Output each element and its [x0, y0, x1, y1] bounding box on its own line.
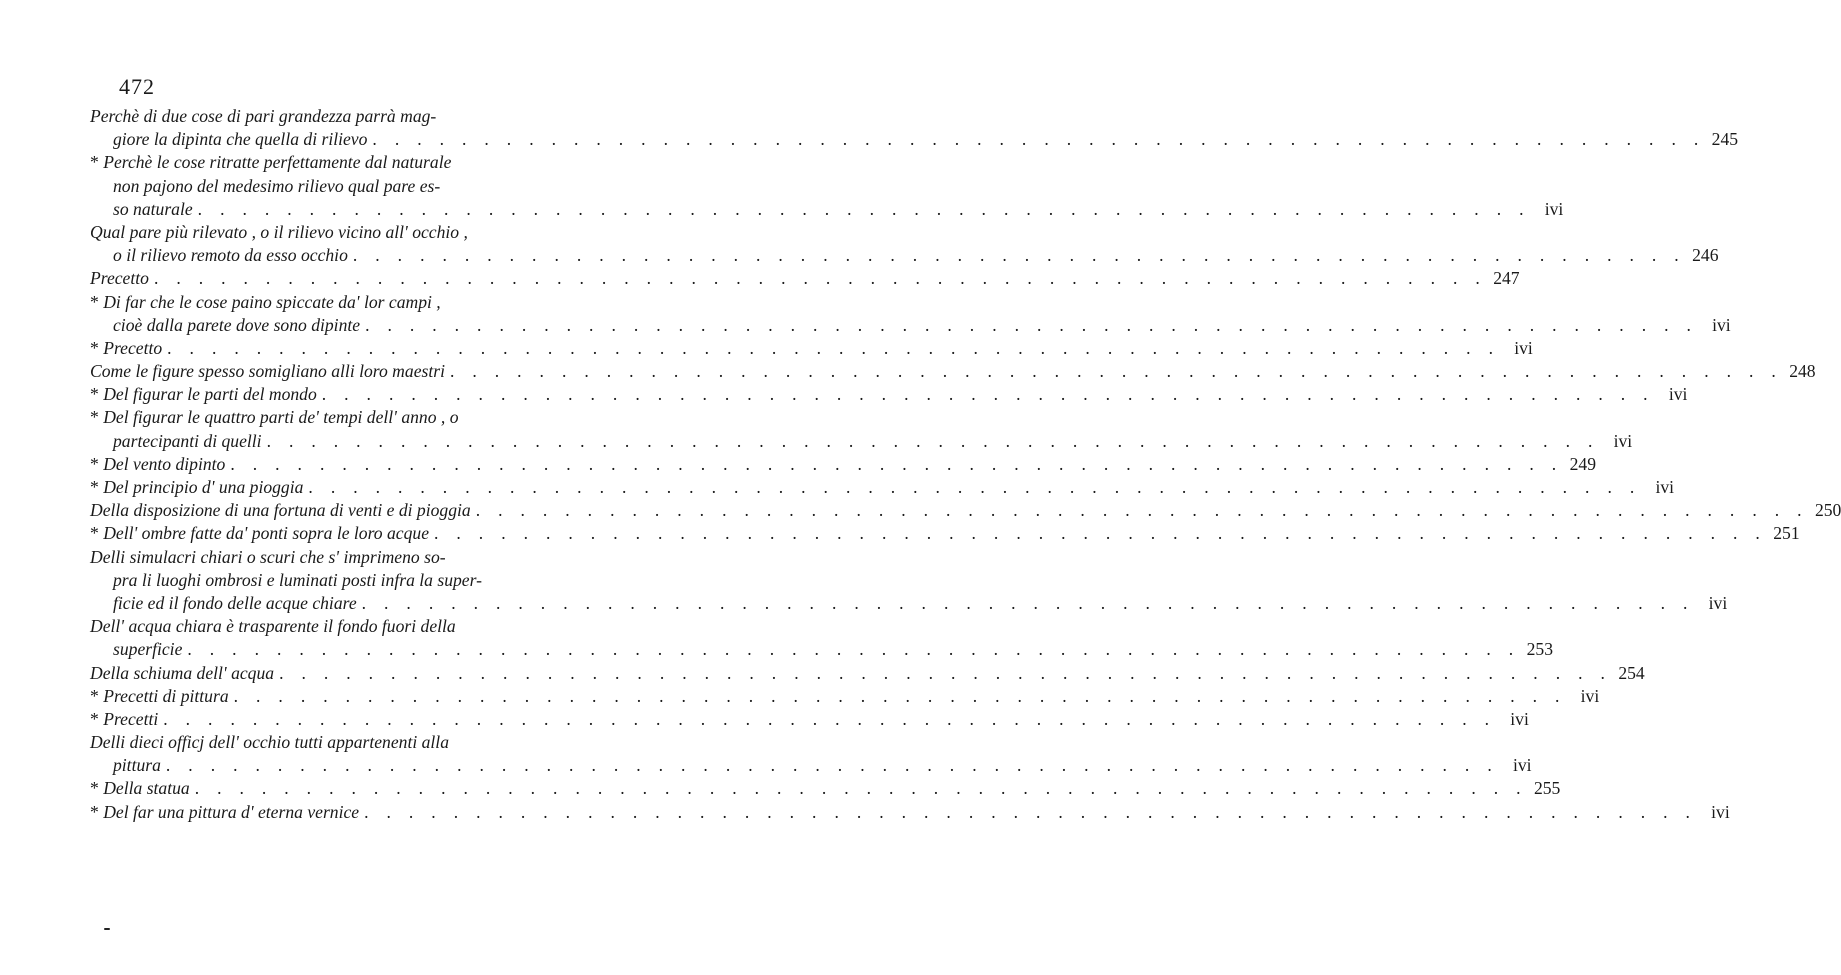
dot-leader: . . . . . . . . . . . . . . . . . . . . . . . . . . . . . . . . . . . . . . . . . . . . . . . . . . . . . . . . . . . .	[233, 685, 1567, 706]
toc-entry-text	[90, 685, 229, 708]
toc-entry-text	[90, 662, 274, 685]
dot-leader: . . . . . . . . . . . . . . . . . . . . . . . . . . . . . . . . . . . . . . . . . . . . . . . . . . . . . . . . . . . .	[449, 361, 1783, 382]
toc-entry	[90, 546, 1728, 616]
asterisk-mark: *	[90, 453, 104, 474]
toc-title-text: Qual pare più rilevato , o il rilievo vicino all' occhio ,	[90, 221, 468, 242]
toc-title-text: Dell' ombre fatte da' ponti sopra le loro acque	[103, 523, 430, 544]
dot-leader: . . . . . . . . . . . . . . . . . . . . . . . . . . . . . . . . . . . . . . . . . . . . . . . . . . . . . . . . . . . .	[197, 198, 1531, 219]
toc-title-text: Delli simulacri chiari o scuri che s' imprimeno so-	[90, 546, 446, 567]
page-reference: 253	[1526, 639, 1554, 660]
toc-entry-text	[113, 176, 440, 196]
toc-title-text: Della disposizione di una fortuna di venti e di pioggia	[90, 500, 471, 521]
toc-title-text: Del vento dipinto	[103, 453, 226, 474]
toc-entry-line	[90, 314, 1731, 337]
page-reference: ivi	[1613, 430, 1633, 451]
toc-entry-line	[90, 708, 1529, 731]
toc-entry-text	[113, 198, 193, 221]
dot-leader: . . . . . . . . . . . . . . . . . . . . . . . . . . . . . . . . . . . . . . . . . . . . . . . . . . . . . . . . . . . .	[279, 662, 1612, 683]
dot-leader: . . . . . . . . . . . . . . . . . . . . . . . . . . . . . . . . . . . . . . . . . . . . . . . . . . . . . . . . . . . .	[352, 245, 1686, 266]
toc-entry	[90, 522, 1800, 545]
toc-entry-line	[90, 221, 558, 244]
toc-entry-line	[90, 569, 558, 592]
toc-entry-text	[90, 777, 190, 800]
page-number: 472	[119, 74, 155, 99]
dot-leader: . . . . . . . . . . . . . . . . . . . . . . . . . . . . . . . . . . . . . . . . . . . . . . . . . . . . . . . . . . . .	[434, 523, 1767, 544]
page-reference: 249	[1569, 453, 1596, 474]
dot-leader: . . . . . . . . . . . . . . . . . . . . . . . . . . . . . . . . . . . . . . . . . . . . . . . . . . . . . . . . . . . .	[475, 500, 1809, 521]
toc-entry	[90, 685, 1600, 708]
toc-entry-line	[90, 291, 558, 314]
toc-entry-line	[90, 662, 1645, 685]
toc-entry	[90, 267, 1520, 290]
toc-entry-line	[90, 175, 558, 198]
toc-entry-text	[90, 522, 429, 545]
dot-leader: . . . . . . . . . . . . . . . . . . . . . . . . . . . . . . . . . . . . . . . . . . . . . . . . . . . . . . . . . . . .	[364, 801, 1697, 822]
asterisk-mark: *	[90, 685, 104, 706]
toc-entry-line	[90, 546, 558, 569]
ink-speck	[104, 928, 110, 930]
toc-entry-line	[90, 754, 1532, 777]
toc-entry-line	[90, 731, 558, 754]
toc-title-text: superficie	[113, 639, 183, 660]
toc-entry	[90, 731, 1532, 777]
dot-leader: . . . . . . . . . . . . . . . . . . . . . . . . . . . . . . . . . . . . . . . . . . . . . . . . . . . . . . . . . . . .	[361, 592, 1695, 613]
toc-entry-text	[113, 128, 367, 151]
asterisk-mark: *	[90, 291, 104, 312]
toc-entry	[90, 337, 1533, 360]
toc-entry-line	[90, 499, 1841, 522]
toc-entry-text	[113, 638, 182, 661]
toc-entry-line	[90, 801, 1730, 824]
page-reference: 247	[1493, 268, 1520, 289]
toc-entry-line	[90, 244, 1719, 267]
toc-entry-text	[90, 337, 162, 360]
dot-leader: . . . . . . . . . . . . . . . . . . . . . . . . . . . . . . . . . . . . . . . . . . . . . . . . . . . . . . . . . . . .	[153, 268, 1487, 289]
toc-entry-text	[113, 592, 357, 615]
toc-entry-text	[90, 383, 317, 406]
toc-entry-line	[90, 406, 558, 429]
toc-entry-line	[90, 383, 1688, 406]
toc-entry-line	[90, 638, 1554, 661]
toc-entry-line	[90, 198, 1564, 221]
asterisk-mark: *	[90, 407, 104, 428]
asterisk-mark: *	[90, 778, 104, 799]
toc-entry-text	[113, 570, 482, 590]
dot-leader: . . . . . . . . . . . . . . . . . . . . . . . . . . . . . . . . . . . . . . . . . . . . . . . . . . . . . . . . . . . .	[266, 430, 1600, 451]
toc-title-text: Precetti di pittura	[103, 685, 229, 706]
toc-entry	[90, 383, 1688, 406]
toc-entry-text	[90, 222, 468, 242]
toc-entry	[90, 453, 1596, 476]
toc-entry	[90, 801, 1730, 824]
toc-title-text: Della schiuma dell' acqua	[90, 662, 275, 683]
toc-title-text: Dell' acqua chiara è trasparente il fondo fuori della	[90, 616, 456, 637]
asterisk-mark: *	[90, 523, 104, 544]
page-reference: 255	[1533, 778, 1561, 799]
page-reference: 251	[1773, 523, 1800, 544]
table-of-contents	[90, 105, 1841, 824]
toc-title-text: Perchè le cose ritratte perfettamente dal naturale	[103, 152, 452, 173]
toc-entry-line	[90, 360, 1816, 383]
toc-entry	[90, 777, 1561, 800]
toc-entry	[90, 105, 1739, 151]
toc-entry	[90, 615, 1554, 661]
toc-title-text: so naturale	[113, 198, 193, 219]
asterisk-mark: *	[90, 801, 104, 822]
toc-entry-line	[90, 453, 1596, 476]
toc-title-text: pra li luoghi ombrosi e luminati posti infra la super-	[113, 569, 482, 590]
page-reference: ivi	[1712, 314, 1731, 335]
toc-entry-line	[90, 522, 1800, 545]
toc-entry-text	[113, 244, 348, 267]
toc-title-text: Di far che le cose paino spiccate da' lor campi ,	[103, 291, 441, 312]
toc-entry	[90, 221, 1719, 267]
asterisk-mark: *	[90, 384, 104, 405]
toc-entry-text	[90, 407, 459, 427]
toc-entry-line	[90, 337, 1533, 360]
page-reference: ivi	[1708, 592, 1728, 613]
toc-title-text: giore la dipinta che quella di rilievo	[113, 129, 368, 150]
dot-leader: . . . . . . . . . . . . . . . . . . . . . . . . . . . . . . . . . . . . . . . . . . . . . . . . . . . . . . . . . . . .	[167, 337, 1500, 358]
toc-title-text: partecipanti di quelli	[113, 430, 262, 451]
toc-entry-text	[90, 476, 303, 499]
toc-title-text: Delli dieci officj dell' occhio tutti appartenenti alla	[90, 732, 449, 753]
asterisk-mark: *	[90, 708, 104, 729]
toc-title-text: Precetto	[90, 268, 149, 289]
toc-title-text: Precetti	[103, 708, 159, 729]
toc-entry	[90, 360, 1816, 383]
dot-leader: . . . . . . . . . . . . . . . . . . . . . . . . . . . . . . . . . . . . . . . . . . . . . . . . . . . . . . . . . . . .	[372, 129, 1706, 150]
page-reference: 254	[1618, 662, 1645, 683]
toc-entry-line	[90, 128, 1739, 151]
toc-entry-text	[90, 292, 441, 312]
dot-leader: . . . . . . . . . . . . . . . . . . . . . . . . . . . . . . . . . . . . . . . . . . . . . . . . . . . . . . . . . . . .	[194, 778, 1528, 799]
page-reference: ivi	[1580, 685, 1600, 706]
toc-title-text: cioè dalla parete dove sono dipinte	[113, 314, 361, 335]
page-reference: ivi	[1514, 337, 1533, 358]
toc-entry-line	[90, 592, 1728, 615]
toc-title-text: Del figurar le quattro parti de' tempi dell' anno , o	[103, 407, 459, 428]
toc-title-text: Come le figure spesso somigliano alli loro maestri	[90, 361, 445, 382]
toc-entry	[90, 291, 1731, 337]
toc-entry-text	[90, 267, 149, 290]
page-reference: ivi	[1544, 198, 1564, 219]
page-reference: ivi	[1711, 801, 1730, 822]
toc-title-text: Perchè di due cose di pari grandezza parrà mag-	[90, 106, 437, 126]
toc-entry-line	[90, 777, 1561, 800]
toc-entry-text	[90, 708, 158, 731]
page-reference: 246	[1692, 245, 1719, 266]
toc-entry	[90, 662, 1645, 685]
toc-entry-line	[90, 685, 1600, 708]
dot-leader: . . . . . . . . . . . . . . . . . . . . . . . . . . . . . . . . . . . . . . . . . . . . . . . . . . . . . . . . . . . .	[365, 314, 1698, 335]
toc-entry-text	[90, 616, 456, 636]
toc-entry-text	[90, 453, 225, 476]
dot-leader: . . . . . . . . . . . . . . . . . . . . . . . . . . . . . . . . . . . . . . . . . . . . . . . . . . . . . . . . . . . .	[230, 453, 1563, 474]
page-reference: 250	[1814, 500, 1841, 521]
asterisk-mark: *	[90, 337, 104, 358]
toc-entry-line	[90, 476, 1675, 499]
toc-title-text: non pajono del medesimo rilievo qual pare es-	[113, 175, 441, 196]
toc-title-text: o il rilievo remoto da esso occhio	[113, 245, 348, 266]
toc-title-text: Del figurar le parti del mondo	[103, 384, 317, 405]
toc-entry-text	[113, 314, 360, 337]
dot-leader: . . . . . . . . . . . . . . . . . . . . . . . . . . . . . . . . . . . . . . . . . . . . . . . . . . . . . . . . . . . .	[163, 708, 1496, 729]
dot-leader: . . . . . . . . . . . . . . . . . . . . . . . . . . . . . . . . . . . . . . . . . . . . . . . . . . . . . . . . . . . .	[308, 477, 1642, 497]
toc-entry-line	[90, 615, 558, 638]
dot-leader: . . . . . . . . . . . . . . . . . . . . . . . . . . . . . . . . . . . . . . . . . . . . . . . . . . . . . . . . . . . .	[321, 384, 1655, 405]
toc-entry	[90, 708, 1529, 731]
toc-title-text: pittura	[113, 755, 161, 776]
toc-entry-text	[113, 754, 161, 777]
toc-entry-line	[90, 105, 558, 128]
toc-title-text: Precetto	[103, 337, 163, 358]
toc-title-text: Del principio d' una pioggia	[103, 477, 304, 497]
toc-entry-line	[90, 151, 558, 174]
toc-entry	[90, 406, 1633, 452]
toc-entry-text	[90, 499, 471, 522]
toc-title-text: Del far una pittura d' eterna vernice	[103, 801, 360, 822]
toc-title-text: ficie ed il fondo delle acque chiare	[113, 592, 357, 613]
asterisk-mark: *	[90, 477, 104, 497]
toc-entry	[90, 499, 1841, 522]
toc-entry-line	[90, 267, 1520, 290]
toc-entry-line	[90, 430, 1633, 453]
toc-entry-text	[90, 801, 359, 824]
page-reference: ivi	[1510, 708, 1529, 729]
toc-title-text: Della statua	[103, 778, 190, 799]
page-reference: ivi	[1512, 755, 1532, 776]
toc-entry	[90, 151, 1564, 221]
asterisk-mark: *	[90, 152, 104, 173]
toc-entry	[90, 476, 1675, 499]
toc-entry-text	[90, 106, 436, 126]
page-reference: ivi	[1668, 384, 1688, 405]
page-reference: ivi	[1655, 477, 1675, 497]
dot-leader: . . . . . . . . . . . . . . . . . . . . . . . . . . . . . . . . . . . . . . . . . . . . . . . . . . . . . . . . . . . .	[187, 639, 1521, 660]
toc-entry-text	[90, 360, 445, 383]
toc-entry-text	[113, 430, 262, 453]
toc-entry-text	[90, 547, 446, 567]
toc-entry-text	[90, 732, 449, 752]
page-reference: 245	[1711, 129, 1739, 150]
toc-entry-text	[90, 152, 451, 172]
page-reference: 248	[1789, 361, 1816, 382]
dot-leader: . . . . . . . . . . . . . . . . . . . . . . . . . . . . . . . . . . . . . . . . . . . . . . . . . . . . . . . . . . . .	[165, 755, 1499, 776]
